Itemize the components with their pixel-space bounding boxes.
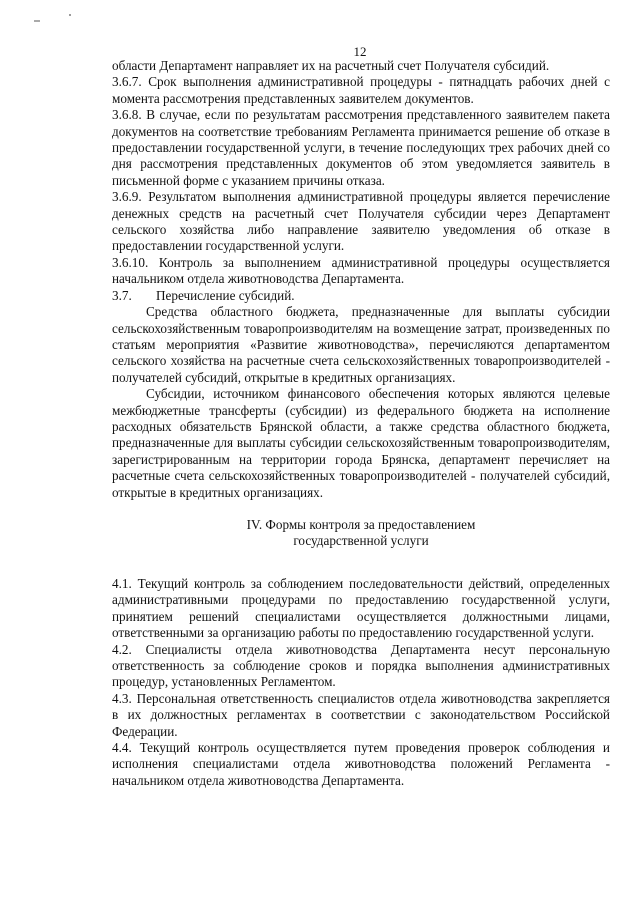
paragraph-budget-funds: Средства областного бюджета, предназначенные для выплаты субсидии сельскохозяйственным товаропроизводителям на возмещение затрат, произведенных по статьям мероприятия «Развитие животноводства», перечисляются департаментом сельского хозяйства на расчетные счета сельскохозяйственных товаропроизводителей - получателей субсидий, открытые в кредитных организациях.: [112, 304, 610, 385]
paragraph-3-6-9: 3.6.9. Результатом выполнения административной процедуры является перечисление денежных средств на расчетный счет Получателя субсидии через Департамент сельского хозяйства либо направление заявителю уведомления об отказе в предоставлении государственной услуги.: [112, 189, 610, 254]
scan-marks: [0, 0, 100, 30]
section-3-7-title: [112, 288, 610, 304]
paragraph-4-4: 4.4. Текущий контроль осуществляется путем проведения проверок соблюдения и исполнения специалистами отдела животноводства положений Регламента - начальником отдела животноводства Департамента.: [112, 740, 610, 788]
heading-line-2: государственной услуги: [293, 533, 429, 549]
scan-mark-dot: [69, 14, 71, 16]
paragraph-4-1: 4.1. Текущий контроль за соблюдением последовательности действий, определенных административными процедурами по предоставлению государственной услуги, принятием решений специалистами осуществляется должностными лицами, ответственными за организацию работы по предоставлению государственной услуги.: [112, 575, 610, 641]
section-title: Перечисление субсидий.: [156, 287, 295, 303]
paragraph-4-3: 4.3. Персональная ответственность специалистов отдела животноводства закрепляется в их должностных регламентах в соответствии с законодательством Российской Федерации.: [112, 690, 610, 739]
paragraph-3-6-8: 3.6.8. В случае, если по результатам рассмотрения представленного заявителем пакета документов на соответствие требованиям Регламента принимается решение об отказе в предоставлении государственной услуги, в течение последующих трех рабочих дней со дня рассмотрения представленных документов об этом уведомляется заявитель в письменной форме с указанием причины отказа.: [112, 107, 610, 188]
document-body: [112, 58, 610, 789]
paragraph-4-2: 4.2. Специалисты отдела животноводства Департамента несут персональную ответственность за соблюдение сроков и порядка выполнения административных процедур, установленных Регламентом.: [112, 641, 610, 690]
paragraph-3-6-7: 3.6.7. Срок выполнения административной процедуры - пятнадцать рабочих дней с момента рассмотрения представленных заявителем документов.: [112, 74, 610, 106]
paragraph-3-6-10: 3.6.10. Контроль за выполнением административной процедуры осуществляется начальником отдела животноводства Департамента.: [112, 254, 610, 287]
heading-line-1: IV. Формы контроля за предоставлением: [246, 516, 476, 532]
section-number: 3.7.: [112, 287, 132, 303]
section-heading: [112, 517, 610, 550]
paragraph: области Департамент направляет их на расчетный счет Получателя субсидий.: [112, 58, 550, 73]
page-number: 12: [353, 44, 367, 59]
paragraph-subsidies: Субсидии, источником финансового обеспечения которых являются целевые межбюджетные трансферты (субсидии) из федерального бюджета на исполнение расходных обязательств Брянской области, а также средства областного бюджета, предназначенные для выплаты субсидии сельскохозяйственным товаропроизводителям, зарегистрированным на территории города Брянска, департамент перечисляет на расчетные счета сельскохозяйственных товаропроизводителей - получателей субсидий, открытые в кредитных организациях.: [112, 386, 610, 500]
